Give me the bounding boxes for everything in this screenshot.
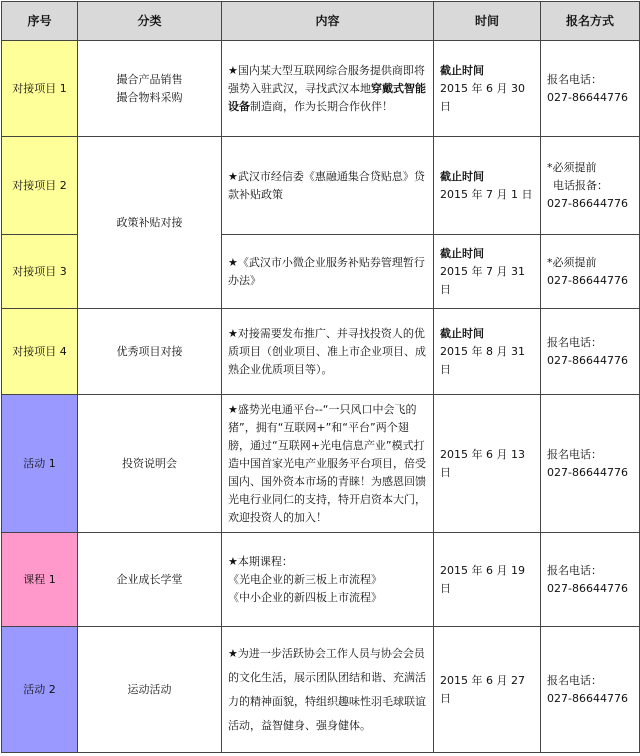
phone-number: 027-86644776 [547, 90, 628, 104]
table-row [2, 309, 640, 395]
phone-number: 027-86644776 [547, 691, 628, 705]
header-row [2, 2, 640, 41]
content-highlight: 穿戴式智能设备 [228, 81, 426, 113]
register-label: 报名电话： [547, 673, 602, 687]
deadline-label: 截止时间 [440, 169, 484, 183]
time-cell [434, 309, 541, 395]
header-time: 时间 [434, 2, 541, 41]
register-label: 报名电话： [547, 72, 602, 86]
seq-cell: 对接项目 3 [2, 235, 78, 309]
table-row [2, 627, 640, 753]
header-content: 内容 [222, 2, 434, 41]
register-cell [541, 41, 640, 137]
register-label: 报名电话： [547, 563, 602, 577]
content-cell [222, 533, 434, 627]
register-cell [541, 137, 640, 235]
time-cell [434, 627, 541, 753]
table-row [2, 41, 640, 137]
register-cell [541, 627, 640, 753]
date-text: 2015 年 7 月 1 日 [440, 187, 533, 201]
content-text: 制造商，作为长期合作伙伴！ [250, 99, 393, 113]
header-register: 报名方式 [541, 2, 640, 41]
content-cell [222, 41, 434, 137]
content-line: 《光电企业的新三板上市流程》 [228, 572, 382, 586]
seq-cell: 对接项目 2 [2, 137, 78, 235]
table-row [2, 533, 640, 627]
date-text: 2015 年 6 月 13 日 [440, 447, 525, 479]
seq-cell: 课程 1 [2, 533, 78, 627]
category-cell: 企业成长学堂 [78, 533, 222, 627]
register-cell [541, 533, 640, 627]
time-cell [434, 395, 541, 533]
table-row [2, 137, 640, 235]
content-cell: ★为进一步活跃协会工作人员与协会会员的文化生活，展示团队团结和谐、充满活力的精神面貌，特组织趣味性羽毛球联谊活动，益智健身、强身健体。 [222, 627, 434, 753]
phone-number: 027-86644776 [547, 465, 628, 479]
deadline-label: 截止时间 [440, 63, 484, 77]
category-line: 撮合物料采购 [116, 90, 183, 104]
content-line: ★本期课程： [228, 554, 293, 568]
content-cell: ★《武汉市小微企业服务补贴券管理暂行办法》 [222, 235, 434, 309]
date-text: 2015 年 6 月 30 日 [440, 81, 525, 113]
phone-number: 027-86644776 [547, 581, 628, 595]
seq-cell: 活动 1 [2, 395, 78, 533]
time-cell [434, 137, 541, 235]
date-text: 2015 年 8 月 31 日 [440, 344, 525, 376]
content-cell: ★盛势光电通平台--“一只风口中会飞的猪”，拥有“互联网+”和“平台”两个翅膀，通过“互联网+光电信息产业”模式打造中国首家光电产业服务平台项目，倍受国内、国外资本市场的青睐！为感恩回馈光电行业同仁的支持，特开启资本大门，欢迎投资人的加入！ [222, 395, 434, 533]
phone-number: 027-86644776 [547, 273, 628, 287]
register-cell [541, 395, 640, 533]
category-line: 撮合产品销售 [116, 72, 183, 86]
header-seq: 序号 [2, 2, 78, 41]
schedule-table [1, 1, 640, 753]
seq-cell: 对接项目 4 [2, 309, 78, 395]
content-line: 《中小企业的新四板上市流程》 [228, 590, 382, 604]
seq-cell: 活动 2 [2, 627, 78, 753]
phone-number: 027-86644776 [547, 196, 628, 210]
register-cell [541, 235, 640, 309]
category-cell: 投资说明会 [78, 395, 222, 533]
register-label: 报名电话： [547, 447, 602, 461]
content-text: ★国内某大型互联网综合服务提供商即将强势入驻武汉，寻找武汉本地 [228, 63, 425, 95]
phone-number: 027-86644776 [547, 353, 628, 367]
register-cell [541, 309, 640, 395]
time-cell [434, 41, 541, 137]
seq-cell: 对接项目 1 [2, 41, 78, 137]
register-note: *必须提前 [547, 160, 597, 174]
table-row [2, 395, 640, 533]
category-cell: 运动活动 [78, 627, 222, 753]
deadline-label: 截止时间 [440, 246, 484, 260]
register-note: *必须提前 [547, 255, 597, 269]
deadline-label: 截止时间 [440, 326, 484, 340]
category-cell: 优秀项目对接 [78, 309, 222, 395]
content-cell: ★对接需要发布推广、并寻找投资人的优质项目（创业项目、准上市企业项目、成熟企业优质项目等）。 [222, 309, 434, 395]
date-text: 2015 年 6 月 27 日 [440, 673, 525, 705]
register-label: 电话报备： [553, 178, 608, 192]
header-category: 分类 [78, 2, 222, 41]
content-cell: ★武汉市经信委《惠融通集合贷贴息》贷款补贴政策 [222, 137, 434, 235]
time-cell [434, 533, 541, 627]
time-cell [434, 235, 541, 309]
category-cell [78, 41, 222, 137]
category-cell: 政策补贴对接 [78, 137, 222, 309]
date-text: 2015 年 6 月 19 日 [440, 563, 525, 595]
register-label: 报名电话： [547, 335, 602, 349]
date-text: 2015 年 7 月 31 日 [440, 264, 525, 296]
